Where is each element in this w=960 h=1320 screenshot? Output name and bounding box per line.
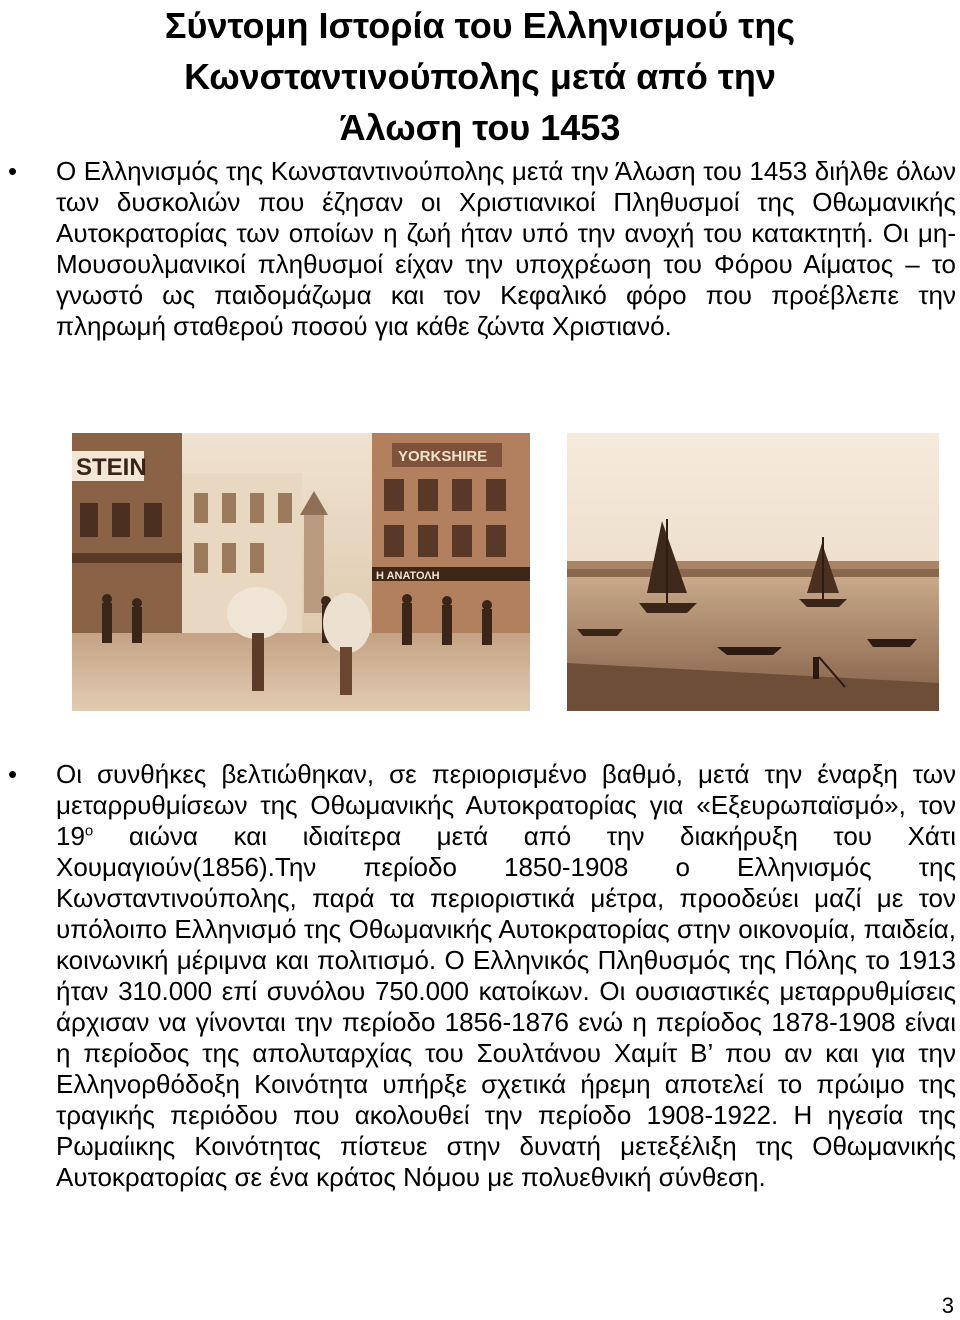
paragraph-reforms-part-2: αιώνα και ιδιαίτερα μετά από την διακήρυξη του Χάτι Χουμαγιούν(1856).Την περίοδο 1850-1908 ο Ελληνισμός της Κωνσταντινούπολης, παρά τα περιοριστικά μέτρα, προοδεύει μαζί με τον υπόλοιπο Ελληνισμό της Οθωμανικής Αυτοκρατορίας στην οικονομία, παιδεία, κοινωνική μέριμνα και πολιτισμό. Ο Ελληνικός Πληθυσμός της Πόλης το 1913 ήταν 310.000 επί συνόλου 750.000 κατοίκων. Οι ουσιαστικές μεταρρυθμίσεις άρχισαν να γίνονται την περίοδο 1856-1876 ενώ η περίοδος 1878-1908 είναι η περίοδος της απολυταρχίας του Σουλτάνου Χαμίτ Β’ που αν και για την Ελληνορθόδοξη Κοινότητα υπήρξε σχετικά ήρεμη αποτελεί το πρώιμο της τραγικής περιόδου που ακολουθεί την περίοδο 1908-1922. Η ηγεσία της Ρωμαίικης Κοινότητας πίστευε στην δυνατή μετεξέλιξη της Οθωμανικής Αυτοκρατορίας σε ένα κράτος Νόμου με πολυεθνική σύνθεση. xyxy=(56,821,956,1192)
shop-sign-text: STEIN xyxy=(76,454,147,481)
paragraph-reforms-part-1: Οι συνθήκες βελτιώθηκαν, σε περιορισμένο βαθμό, μετά την έναρξη των μεταρρυθμίσεων της Οθωμανικής Αυτοκρατορίας για «Εξευρωπαϊσμό», τον 19 xyxy=(56,759,956,851)
paragraph-reforms xyxy=(56,759,956,1193)
title-line-3: Άλωση του 1453 xyxy=(339,107,621,148)
page-title xyxy=(60,0,900,153)
title-line-2: Κωνσταντινούπολης μετά από την xyxy=(184,56,776,97)
harbor-scene-photo xyxy=(567,433,939,711)
century-superscript: ο xyxy=(84,822,94,840)
bullet-marker: • xyxy=(8,759,18,789)
paragraph-ottoman-rule: Ο Ελληνισμός της Κωνσταντινούπολης μετά την Άλωση του 1453 διήλθε όλων των δυσκολιών που έζησαν οι Χριστιανικοί Πληθυσμοί της Οθωμανικής Αυτοκρατορίας των οποίων η ζωή ήταν υπό την ανοχή του κατακτητή. Οι μη-Μουσουλμανικοί πληθυσμοί είχαν την υποχρέωση του Φόρου Αίματος – το γνωστό ως παιδομάζωμα και τον Κεφαλικό φόρο που προέβλεπε την πληρωμή σταθερού ποσού για κάθε ζώντα Χριστιανό. xyxy=(56,156,956,341)
hotel-sign-text: YORKSHIRE xyxy=(398,448,488,465)
street-scene-photo xyxy=(72,433,530,711)
title-line-1: Σύντομη Ιστορία του Ελληνισμού της xyxy=(164,5,796,46)
store-sign-text: Η ΑΝΑΤΟΛΗ xyxy=(376,570,440,582)
bullet-marker: • xyxy=(8,156,18,186)
page-number: 3 xyxy=(941,1293,954,1318)
